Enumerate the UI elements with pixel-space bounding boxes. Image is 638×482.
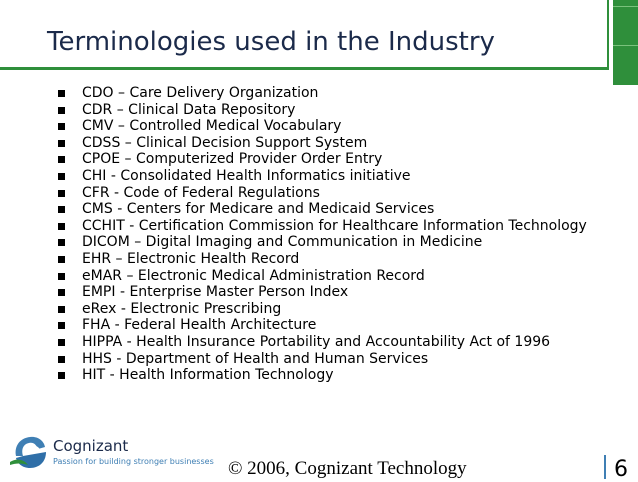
term-text: CMS - Centers for Medicare and Medicaid Services <box>82 201 435 218</box>
term-text: eMAR – Electronic Medical Administration Record <box>82 267 425 284</box>
square-bullet-icon <box>58 239 65 246</box>
term-text: FHA - Federal Health Architecture <box>82 317 317 334</box>
square-bullet-icon <box>58 107 65 114</box>
square-bullet-icon <box>58 140 65 147</box>
term-text: eRex - Electronic Prescribing <box>82 300 282 317</box>
term-text: CDO – Care Delivery Organization <box>82 85 319 101</box>
corner-accent-line <box>613 6 638 7</box>
title-divider <box>0 67 607 70</box>
term-text: CDSS – Clinical Decision Support System <box>82 134 368 151</box>
term-item <box>58 118 603 135</box>
square-bullet-icon <box>58 372 65 379</box>
term-item <box>58 201 603 218</box>
term-text: EMPI - Enterprise Master Person Index <box>82 284 349 301</box>
cognizant-logo-icon <box>8 432 50 472</box>
square-bullet-icon <box>58 356 65 363</box>
term-item <box>58 135 603 152</box>
term-text: HHS - Department of Health and Human Services <box>82 350 429 367</box>
page-number: 6 <box>614 457 628 482</box>
term-item <box>58 268 603 285</box>
term-item <box>58 85 603 102</box>
square-bullet-icon <box>58 256 65 263</box>
term-item <box>58 151 603 168</box>
term-text: HIPPA - Health Insurance Portability and Accountability Act of 1996 <box>82 333 551 350</box>
term-item <box>58 301 603 318</box>
term-text: EHR – Electronic Health Record <box>82 250 300 267</box>
square-bullet-icon <box>58 306 65 313</box>
term-text: CHI - Consolidated Health Informatics initiative <box>82 167 411 184</box>
term-text: CMV – Controlled Medical Vocabulary <box>82 118 342 135</box>
right-edge-rule <box>607 0 609 70</box>
slide-title: Terminologies used in the Industry <box>47 27 495 57</box>
logo-tagline: Passion for building stronger businesses <box>53 457 214 466</box>
term-item <box>58 251 603 268</box>
square-bullet-icon <box>58 322 65 329</box>
company-logo <box>8 432 214 472</box>
square-bullet-icon <box>58 339 65 346</box>
term-item <box>58 334 603 351</box>
square-bullet-icon <box>58 173 65 180</box>
terms-list <box>58 85 603 384</box>
term-text: HIT - Health Information Technology <box>82 367 334 384</box>
term-item <box>58 317 603 334</box>
footer-divider <box>604 455 606 479</box>
square-bullet-icon <box>58 289 65 296</box>
term-item <box>58 351 603 368</box>
square-bullet-icon <box>58 90 65 97</box>
term-text: CFR - Code of Federal Regulations <box>82 184 320 201</box>
square-bullet-icon <box>58 190 65 197</box>
term-text: CPOE – Computerized Provider Order Entry <box>82 151 383 168</box>
copyright-text: © 2006, Cognizant Technology <box>228 458 467 479</box>
term-item <box>58 234 603 251</box>
square-bullet-icon <box>58 156 65 163</box>
term-item <box>58 367 603 384</box>
square-bullet-icon <box>58 273 65 280</box>
term-item <box>58 102 603 119</box>
square-bullet-icon <box>58 223 65 230</box>
term-item <box>58 218 603 235</box>
term-item <box>58 185 603 202</box>
logo-wordmark: Cognizant <box>53 437 129 455</box>
corner-accent-line <box>613 45 638 46</box>
square-bullet-icon <box>58 123 65 130</box>
term-item <box>58 284 603 301</box>
term-text: CCHIT - Certification Commission for Healthcare Information Technology <box>82 217 587 234</box>
term-item <box>58 168 603 185</box>
corner-accent-block <box>613 0 638 85</box>
square-bullet-icon <box>58 206 65 213</box>
term-text: CDR – Clinical Data Repository <box>82 101 296 118</box>
term-text: DICOM – Digital Imaging and Communication in Medicine <box>82 234 483 251</box>
